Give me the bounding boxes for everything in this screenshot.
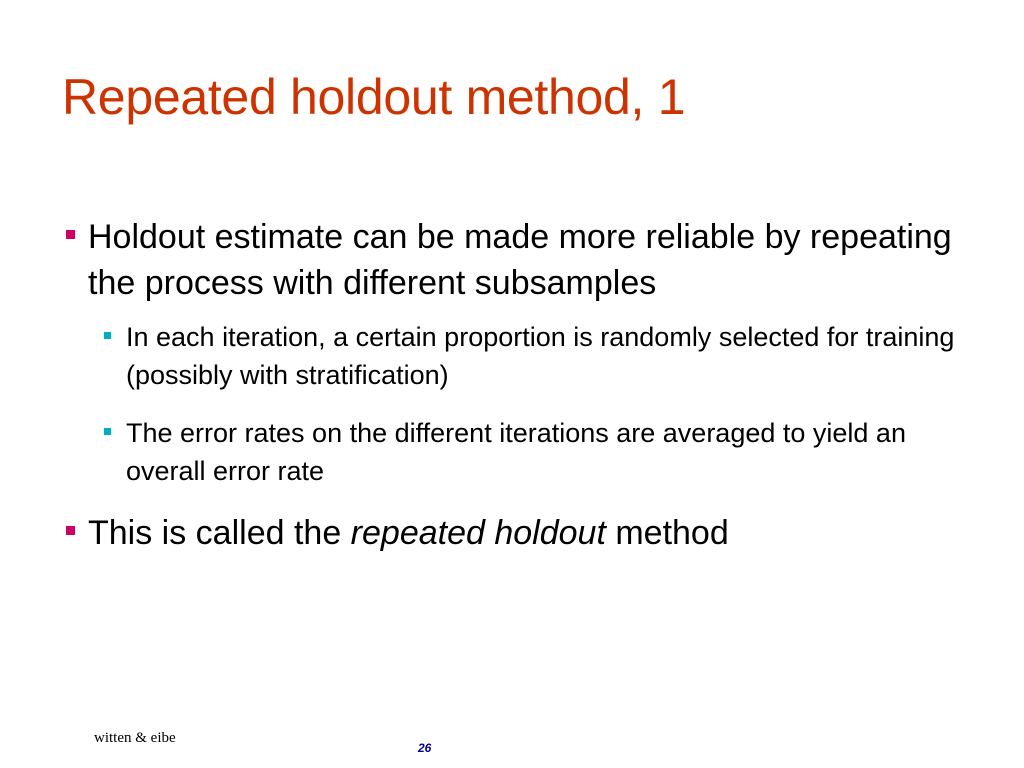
page-number: 26 [418, 741, 432, 755]
bullet-text-tail: method [605, 514, 729, 552]
footer-credit: witten & eibe [94, 730, 176, 746]
bullet-item [66, 214, 966, 490]
square-bullet-icon [104, 332, 111, 339]
slide-title: Repeated holdout method, 1 [62, 69, 686, 125]
sub-bullet-text: The error rates on the different iterations are averaged to yield an overall error rate [126, 418, 906, 486]
bullet-text: Holdout estimate can be made more reliable by repeating the process with different subsamples [88, 218, 952, 302]
sub-bullet-text: In each iteration, a certain proportion is randomly selected for training (possibly with stratification) [126, 322, 955, 390]
bullet-item [66, 510, 966, 556]
bullet-list [66, 214, 966, 574]
sub-bullet-item [104, 318, 966, 394]
sub-bullet-list [88, 318, 966, 490]
sub-bullet-item [104, 414, 966, 490]
square-bullet-icon [104, 428, 111, 435]
bullet-text-emphasis: repeated holdout [350, 514, 606, 552]
bullet-text-lead: This is called the [88, 514, 351, 552]
square-bullet-icon [66, 526, 75, 535]
square-bullet-icon [66, 230, 75, 239]
